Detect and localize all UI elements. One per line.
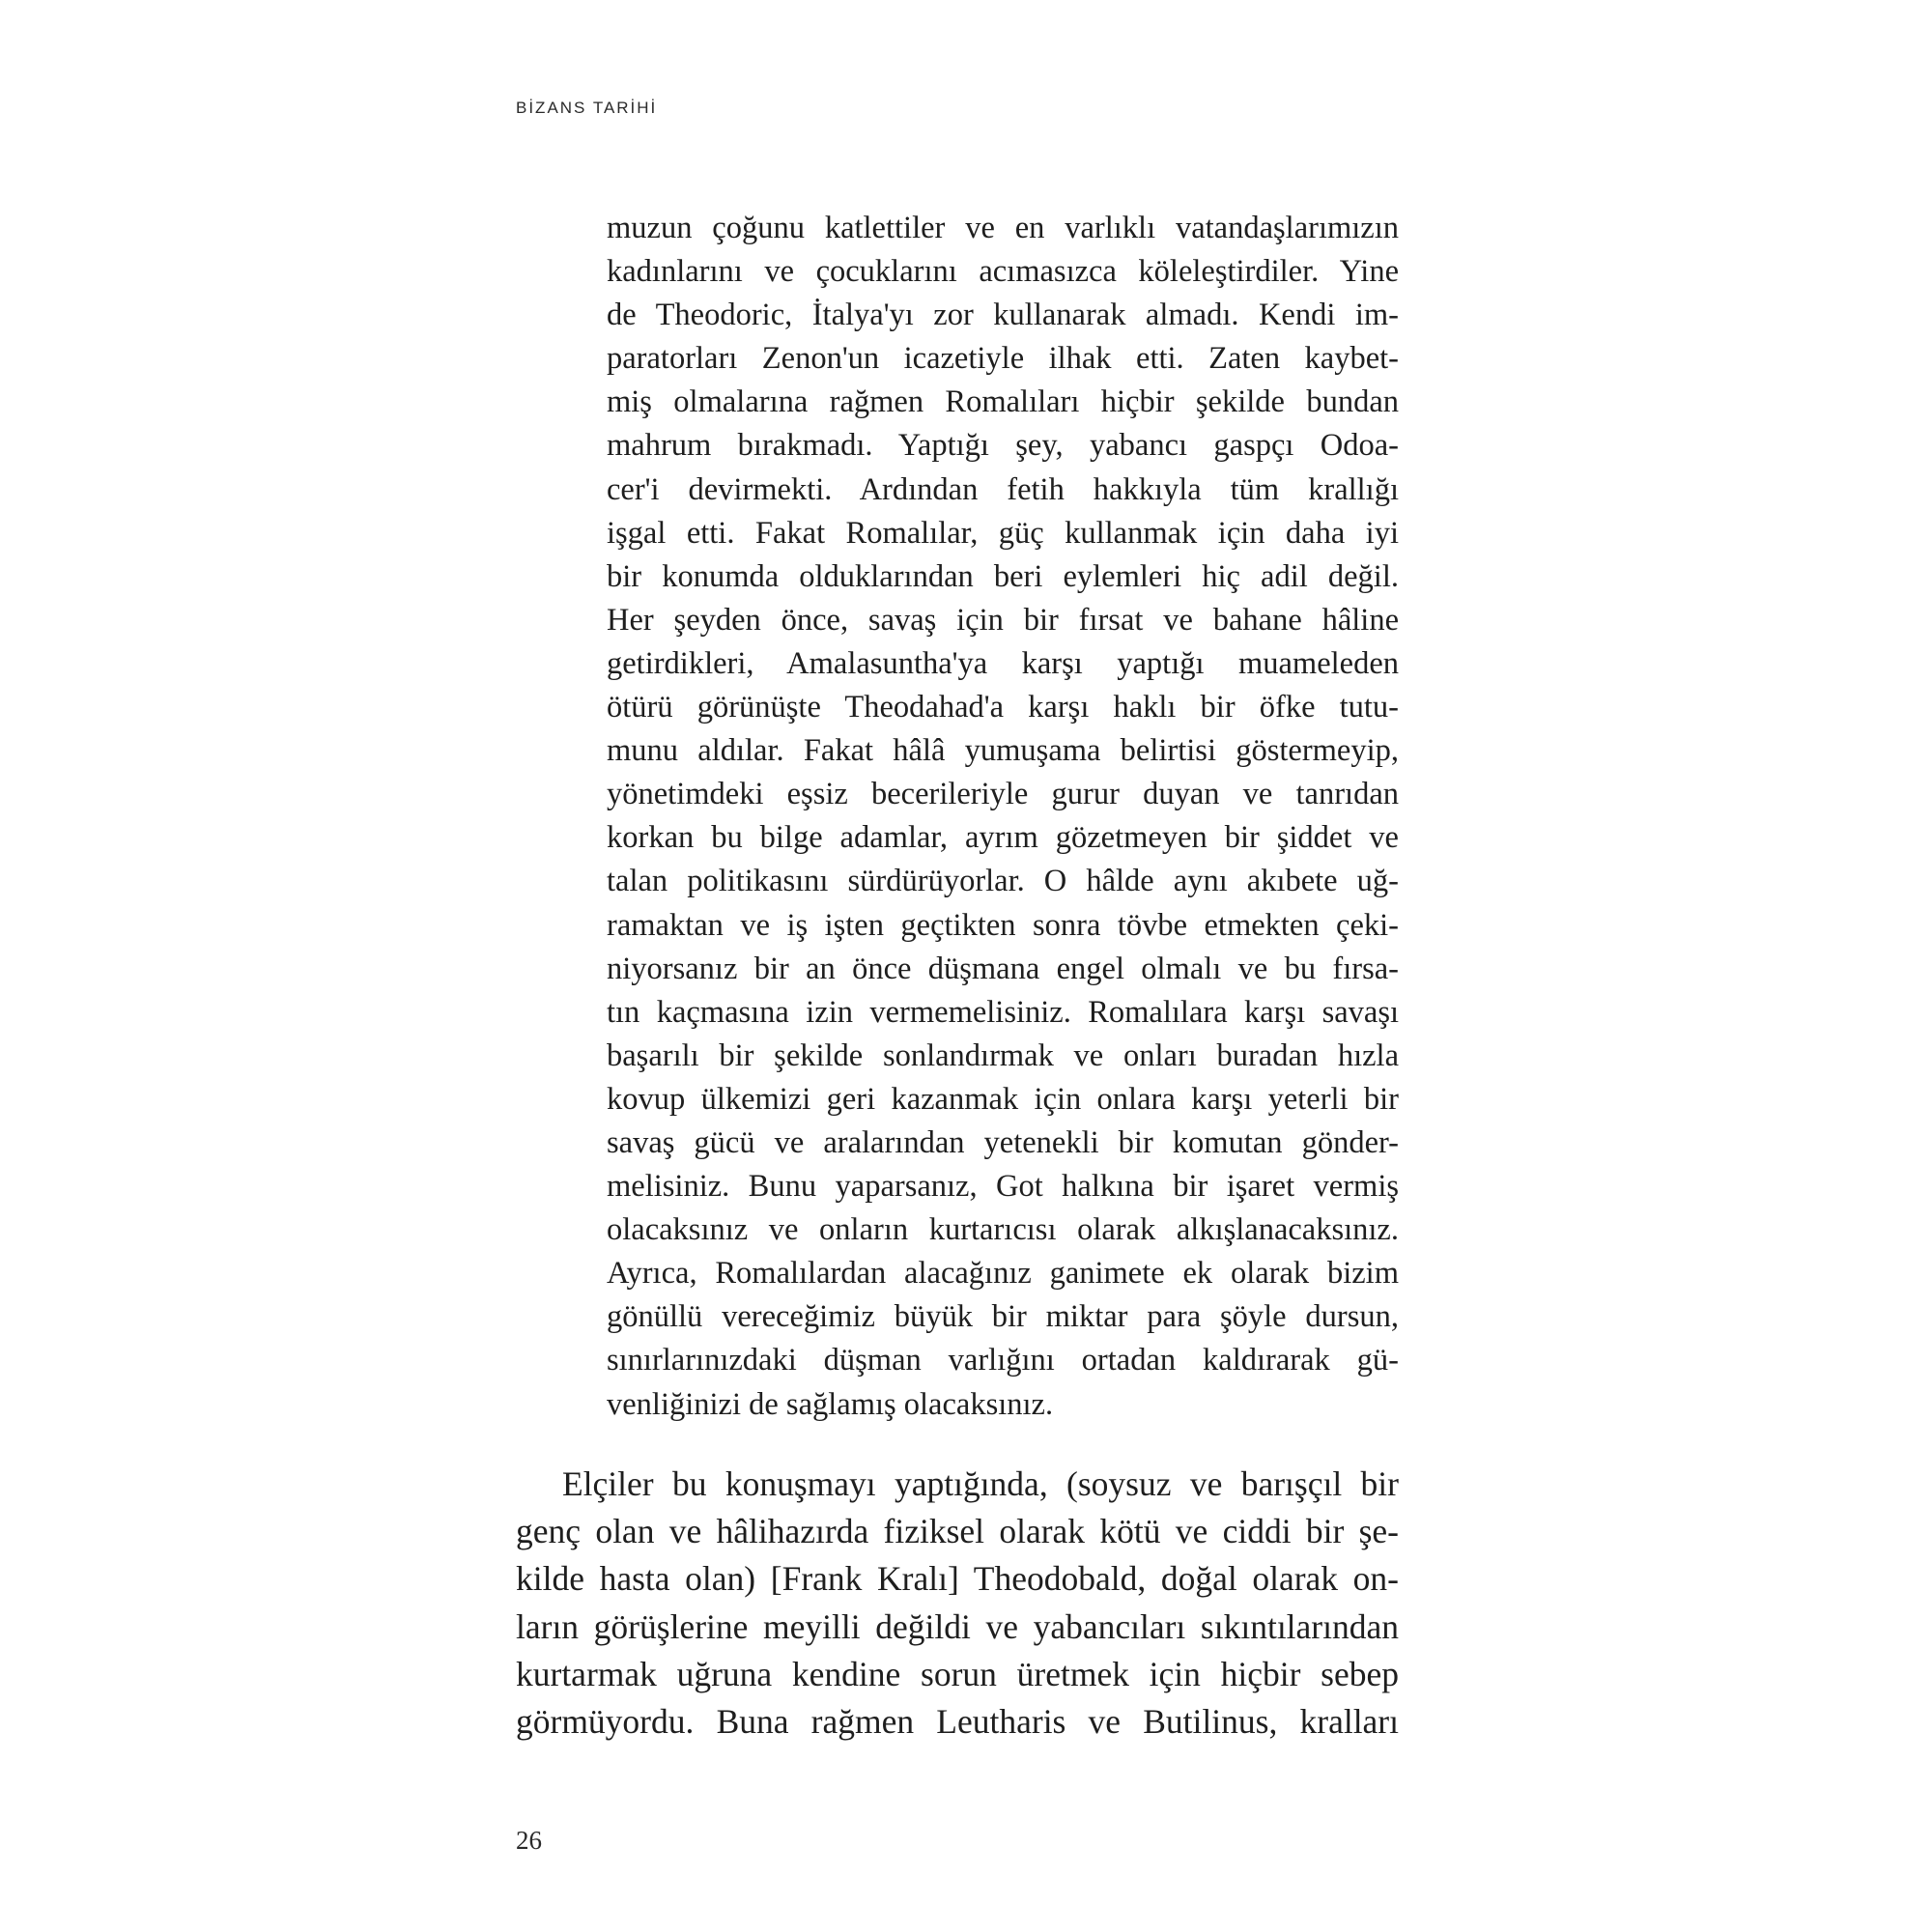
quote-line: gönüllü vereceğimiz büyük bir miktar para şöyle dursun, <box>607 1299 1399 1335</box>
quote-line: mahrum bırakmadı. Yaptığı şey, yabancı gaspçı Odoa- <box>607 428 1399 464</box>
page-number: 26 <box>516 1826 542 1855</box>
body-line: genç olan ve hâlihazırda fiziksel olarak kötü ve ciddi bir şe- <box>516 1512 1399 1551</box>
quote-line: miş olmalarına rağmen Romalıları hiçbir şekilde bundan <box>607 384 1399 420</box>
quote-line: muzun çoğunu katlettiler ve en varlıklı vatandaşlarımızın <box>607 211 1399 245</box>
block-quote <box>607 207 1399 1427</box>
body-line: kilde hasta olan) [Frank Kralı] Theodobald, doğal olarak on- <box>516 1559 1399 1599</box>
quote-line: savaş gücü ve aralarından yetenekli bir komutan gönder- <box>607 1124 1399 1160</box>
quote-line: olacaksınız ve onların kurtarıcısı olarak alkışlanacaksınız. <box>607 1212 1399 1248</box>
quote-line: işgal etti. Fakat Romalılar, güç kullanmak için daha iyi <box>607 515 1399 551</box>
quote-line: yönetimdeki eşsiz becerileriyle gurur duyan ve tanrıdan <box>607 777 1399 812</box>
quote-line: korkan bu bilge adamlar, ayrım gözetmeyen bir şiddet ve <box>607 820 1399 856</box>
quote-line: munu aldılar. Fakat hâlâ yumuşama belirtisi göstermeyip, <box>607 733 1399 769</box>
quote-line: bir konumda olduklarından beri eylemleri hiç adil değil. <box>607 558 1399 594</box>
body-line: Elçiler bu konuşmayı yaptığında, (soysuz ve barışçıl bir <box>562 1464 1399 1503</box>
quote-line: sınırlarınızdaki düşman varlığını ortadan kaldırarak gü- <box>607 1343 1399 1378</box>
quote-line: cer'i devirmekti. Ardından fetih hakkıyla tüm krallığı <box>607 471 1399 507</box>
quote-line: kovup ülkemizi geri kazanmak için onlara karşı yeterli bir <box>607 1081 1399 1117</box>
quote-line: paratorları Zenon'un icazetiyle ilhak etti. Zaten kaybet- <box>607 341 1399 377</box>
body-line: ların görüşlerine meyilli değildi ve yabancıları sıkıntılarından <box>516 1606 1399 1646</box>
quote-line: kadınlarını ve çocuklarını acımasızca köleleştirdiler. Yine <box>607 254 1399 290</box>
quote-line: melisiniz. Bunu yaparsanız, Got halkına bir işaret vermiş <box>607 1169 1399 1205</box>
quote-line: talan politikasını sürdürüyorlar. O hâlde aynı akıbete uğ- <box>607 864 1399 899</box>
quote-line: getirdikleri, Amalasuntha'ya karşı yaptığı muameleden <box>607 645 1399 681</box>
quote-line: ramaktan ve iş işten geçtikten sonra tövbe etmekten çeki- <box>607 907 1399 943</box>
quote-line: de Theodoric, İtalya'yı zor kullanarak almadı. Kendi im- <box>607 298 1399 333</box>
quote-line: ötürü görünüşte Theodahad'a karşı haklı bir öfke tutu- <box>607 690 1399 725</box>
running-head: BİZANS TARİHİ <box>516 99 658 117</box>
body-paragraph <box>516 1461 1399 1746</box>
quote-line: başarılı bir şekilde sonlandırmak ve onları buradan hızla <box>607 1037 1399 1073</box>
quote-line: tın kaçmasına izin vermemelisiniz. Romalılara karşı savaşı <box>607 994 1399 1030</box>
quote-line: Ayrıca, Romalılardan alacağınız ganimete ek olarak bizim <box>607 1256 1399 1292</box>
body-line: kurtarmak uğruna kendine sorun üretmek için hiçbir sebep <box>516 1654 1399 1693</box>
body-line: görmüyordu. Buna rağmen Leutharis ve Butilinus, kralları <box>516 1701 1399 1741</box>
quote-line: Her şeyden önce, savaş için bir fırsat ve bahane hâline <box>607 602 1399 638</box>
quote-line: niyorsanız bir an önce düşmana engel olmalı ve bu fırsa- <box>607 951 1399 986</box>
quote-line: venliğinizi de sağlamış olacaksınız. <box>607 1386 1054 1422</box>
